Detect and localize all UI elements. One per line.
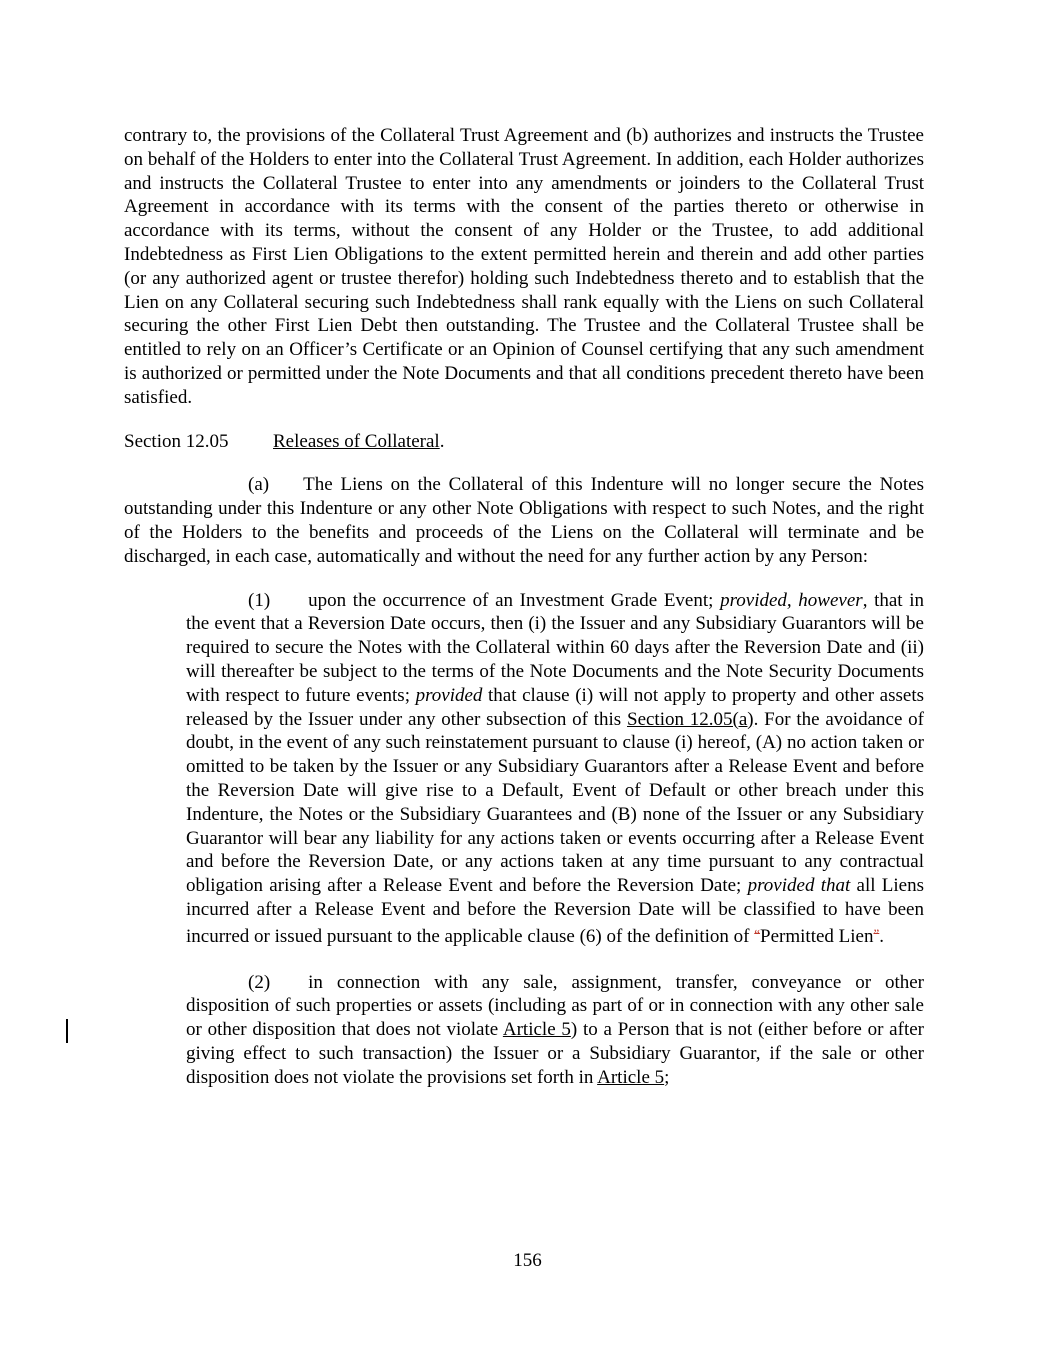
intro-paragraph <box>124 124 924 410</box>
paragraph-a-text: The Liens on the Collateral of this Indenture will no longer secure the Notes outstanding under this Indenture or any other Note Obligations with respect to such Notes, and the right of the Holders to the benefits and proceeds of the Liens on the Collateral will terminate and be discharged, in each case, automatically and without the need for any further action by any Person: <box>124 474 924 567</box>
permitted-lien-term: Permitted Lien <box>760 925 874 947</box>
clause-2-text-1: in connection with any sale, assignment, transfer, conveyance or other disposition of such properties or assets (including as part of or in connection with any other sale or other disposition that does not violate <box>186 971 924 1041</box>
clause-2-label: (2) <box>248 971 271 993</box>
clause-1-proviso-2: provided <box>415 684 483 706</box>
clause-2-text-2: ) to a Person that is not (either before or after giving effect to such transaction) the Issuer or a Subsidiary Guarantor, if the sale or other disposition does not violate the provisions set forth in <box>186 1019 924 1088</box>
paragraph-a-label: (a) <box>248 474 270 496</box>
change-bar-marker <box>66 1019 68 1043</box>
clause-1 <box>186 589 924 949</box>
paragraph-a <box>124 473 924 568</box>
page-number: 156 <box>513 1250 542 1271</box>
clause-1-text-4: . For the avoidance of doubt, in the event of any such reinstatement pursuant to clause (i) hereof, (A) no action taken or omitted to be taken by the Issuer or any Subsidiary Guarantors after a Release Event and before the Reversion Date will give rise to a Default, Event of Default or other breach under this Indenture, the Notes or the Subsidiary Guarantees and (B) none of the Issuer or any Subsidiary Guarantor will bear any liability for any actions taken or events occurring after a Release Event and before the Reversion Date, or any actions taken at any time pursuant to any contractual obligation arising after a Release Event and before the Reversion Date; <box>186 708 924 897</box>
clause-1-text-1: upon the occurrence of an Investment Grade Event; <box>308 589 721 611</box>
clause-1-proviso-1: provided, however <box>720 589 863 611</box>
section-title: Releases of Collateral <box>273 430 440 452</box>
article-5-reference: Article 5 <box>502 1019 571 1041</box>
section-12-05a-reference: Section 12.05(a) <box>627 708 754 730</box>
clause-1-text-2: , that in the event that a Reversion Date occurs, then (i) the Issuer and any Subsidiary Guarantors will be required to secure the Notes with the Collateral within 60 days after the Reversion Date and (ii) will thereafter be subject to the terms of the Note Documents and the Note Security Documents with respect to future events; <box>186 589 925 706</box>
section-heading <box>124 430 924 454</box>
redline-open-quote: “ <box>754 925 761 941</box>
clause-1-text-3: that clause (i) will not apply to property and other assets released by the Issuer under any other subsection of this <box>186 684 924 730</box>
clause-1-text-5: all Liens incurred after a Release Event and before the Reversion Date will be classified to have been incurred or issued pursuant to the applicable clause (6) of the definition of <box>186 875 924 947</box>
section-number: Section 12.05 <box>124 430 229 452</box>
redline-close-quote: ” <box>873 925 880 941</box>
section-title-period: . <box>439 430 445 452</box>
document-page <box>124 124 924 1089</box>
intro-text: contrary to, the provisions of the Collateral Trust Agreement and (b) authorizes and instructs the Trustee on behalf of the Holders to enter into the Collateral Trust Agreement. In addition, each Holder authorizes and instructs the Collateral Trustee to enter into any amendments or joinders to the Collateral Trust Agreement in accordance with its terms with the consent of the parties thereto or otherwise in accordance with its terms, without the consent of any Holder or the Trustee, to add additional Indebtedness as First Lien Obligations to the extent permitted herein and therein and add other parties (or any authorized agent or trustee therefor) holding such Indebtedness thereto and to establish that the Lien on any Collateral securing such Indebtedness shall rank equally with the Liens on such Collateral securing the other First Lien Debt then outstanding. The Trustee and the Collateral Trustee shall be entitled to rely on an Officer’s Certificate or an Opinion of Counsel certifying that any such amendment is authorized or permitted under the Note Documents and that all conditions precedent thereto have been satisfied. <box>124 125 924 408</box>
article-5-reference-2: Article 5 <box>597 1066 665 1088</box>
clause-1-end: . <box>879 925 885 947</box>
clause-1-proviso-3: provided that <box>747 875 851 897</box>
clause-2 <box>186 971 924 1090</box>
clause-1-label: (1) <box>248 589 271 611</box>
clause-2-end: ; <box>664 1066 670 1088</box>
